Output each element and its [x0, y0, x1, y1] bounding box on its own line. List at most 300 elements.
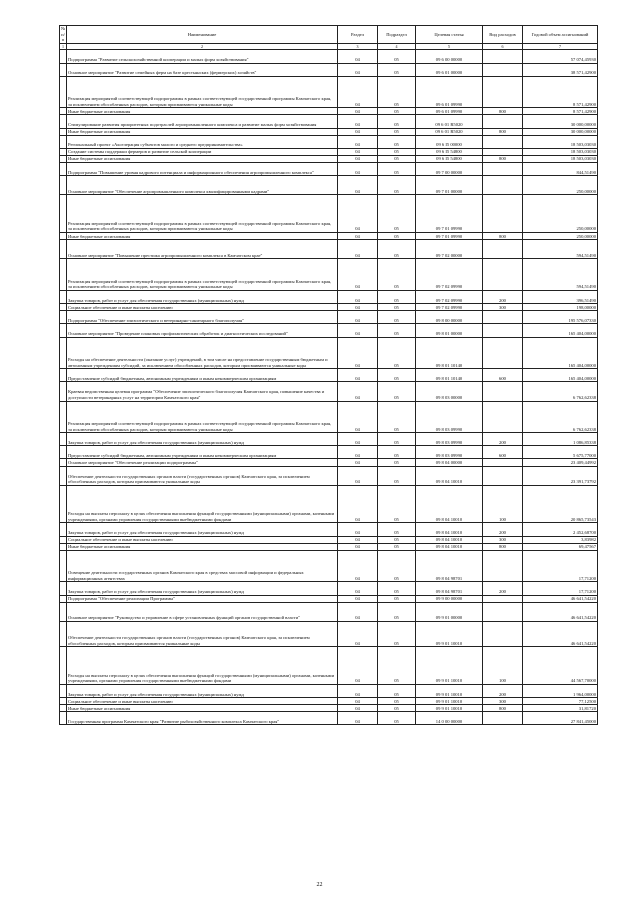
cell-expense-type: 200 — [483, 290, 523, 303]
cell-razdel: 04 — [338, 698, 378, 705]
cell-podrazdel: 05 — [378, 466, 416, 485]
cell-podrazdel: 05 — [378, 324, 416, 337]
colnum-3: 3 — [338, 43, 378, 50]
cell-podrazdel: 05 — [378, 382, 416, 401]
cell-target-article: 09 9 01 10010 — [416, 698, 483, 705]
cell-expense-type: 300 — [483, 698, 523, 705]
table-row — [60, 459, 598, 466]
table-row — [60, 382, 598, 401]
cell-podrazdel: 05 — [378, 195, 416, 233]
cell-amount: 30 000,00000 — [523, 115, 598, 128]
cell-podrazdel: 05 — [378, 712, 416, 725]
cell-razdel: 04 — [338, 712, 378, 725]
cell-name: Основное мероприятие "Руководство и управление в сфере установленных функций органов государственной власти" — [67, 602, 338, 621]
header-podrazdel: Подраздел — [378, 26, 416, 44]
cell-amount: 17,71200 — [523, 550, 598, 582]
cell-target-article: 09 8 04 10010 — [416, 466, 483, 485]
cell-num — [60, 337, 67, 369]
cell-amount: 23 409,44992 — [523, 459, 598, 466]
cell-expense-type: 800 — [483, 155, 523, 162]
cell-razdel: 04 — [338, 536, 378, 543]
table-row — [60, 108, 598, 115]
cell-amount: 2 452,68700 — [523, 523, 598, 536]
table-row — [60, 543, 598, 550]
cell-num — [60, 647, 67, 685]
table-row — [60, 705, 598, 712]
cell-target-article: 09 9 01 10010 — [416, 647, 483, 685]
table-row — [60, 290, 598, 303]
cell-num — [60, 311, 67, 324]
table-row — [60, 115, 598, 128]
cell-podrazdel: 05 — [378, 647, 416, 685]
cell-amount: 18 503,03030 — [523, 148, 598, 155]
cell-razdel: 04 — [338, 543, 378, 550]
cell-amount: 165 404,00000 — [523, 369, 598, 382]
cell-podrazdel: 05 — [378, 311, 416, 324]
cell-amount: 57 074,45930 — [523, 50, 598, 63]
cell-podrazdel: 05 — [378, 50, 416, 63]
table-row — [60, 401, 598, 433]
cell-razdel: 04 — [338, 115, 378, 128]
cell-razdel: 04 — [338, 446, 378, 459]
table-row — [60, 550, 598, 582]
cell-expense-type — [483, 550, 523, 582]
column-number-row — [60, 43, 598, 50]
cell-expense-type — [483, 259, 523, 291]
cell-name: Освещение деятельности государственных органов Камчатского края в средствах массовой информации и федеральных информационных агентствах — [67, 550, 338, 582]
cell-num — [60, 50, 67, 63]
cell-razdel: 04 — [338, 369, 378, 382]
cell-podrazdel: 05 — [378, 233, 416, 240]
cell-expense-type: 100 — [483, 485, 523, 523]
cell-podrazdel: 05 — [378, 705, 416, 712]
table-row — [60, 148, 598, 155]
cell-num — [60, 128, 67, 135]
cell-podrazdel: 05 — [378, 602, 416, 621]
cell-name: Иные бюджетные ассигнования — [67, 155, 338, 162]
cell-target-article: 09 8 00 00000 — [416, 311, 483, 324]
cell-amount: 18 503,03030 — [523, 155, 598, 162]
cell-razdel: 04 — [338, 401, 378, 433]
cell-target-article: 09 6 01 00000 — [416, 63, 483, 76]
cell-amount: 195 576,07330 — [523, 311, 598, 324]
cell-razdel: 04 — [338, 155, 378, 162]
cell-razdel: 04 — [338, 128, 378, 135]
cell-target-article: 09 9 01 00000 — [416, 602, 483, 621]
cell-amount: 6 762,62338 — [523, 401, 598, 433]
cell-amount: 165 404,00000 — [523, 337, 598, 369]
cell-target-article: 09 8 01 10140 — [416, 369, 483, 382]
table-row — [60, 485, 598, 523]
cell-razdel: 04 — [338, 76, 378, 108]
cell-num — [60, 621, 67, 646]
cell-razdel: 04 — [338, 337, 378, 369]
cell-name: Основное мероприятие "Обеспечение агропромышленного комплекса квалифицированными кадрами" — [67, 176, 338, 195]
cell-podrazdel: 05 — [378, 128, 416, 135]
table-row — [60, 324, 598, 337]
table-row — [60, 155, 598, 162]
colnum-5: 5 — [416, 43, 483, 50]
table-row — [60, 523, 598, 536]
cell-target-article: 14 0 00 00000 — [416, 712, 483, 725]
table-row — [60, 76, 598, 108]
cell-podrazdel: 05 — [378, 290, 416, 303]
cell-name: Создание системы поддержки фермеров и развитие сельской кооперации — [67, 148, 338, 155]
cell-num — [60, 433, 67, 446]
cell-amount: 31,81720 — [523, 705, 598, 712]
cell-num — [60, 684, 67, 697]
cell-expense-type: 100 — [483, 647, 523, 685]
cell-target-article: 09 8 04 10010 — [416, 543, 483, 550]
cell-num — [60, 705, 67, 712]
cell-name: Реализация мероприятий соответствующей подпрограммы в рамках соответствующей государственной программы Камчатского края, за исключением обособленных расходов, которым присваиваются уникальные коды — [67, 76, 338, 108]
cell-expense-type — [483, 115, 523, 128]
cell-target-article: 09 9 00 00000 — [416, 595, 483, 602]
cell-num — [60, 595, 67, 602]
cell-amount: 250,00000 — [523, 195, 598, 233]
colnum-7: 7 — [523, 43, 598, 50]
cell-num — [60, 536, 67, 543]
table-row — [60, 647, 598, 685]
cell-target-article: 09 7 01 09990 — [416, 195, 483, 233]
cell-podrazdel: 05 — [378, 698, 416, 705]
cell-target-article: 09 8 04 10010 — [416, 485, 483, 523]
cell-target-article: 09 7 02 09990 — [416, 304, 483, 311]
table-row — [60, 63, 598, 76]
table-body — [60, 50, 598, 725]
cell-expense-type: 200 — [483, 582, 523, 595]
cell-num — [60, 550, 67, 582]
cell-target-article: 09 6 I5 54800 — [416, 155, 483, 162]
cell-expense-type — [483, 135, 523, 148]
cell-razdel: 04 — [338, 176, 378, 195]
header-name: Наименование — [67, 26, 338, 44]
cell-amount: 165 404,00000 — [523, 324, 598, 337]
table-row — [60, 602, 598, 621]
cell-target-article: 09 7 00 00000 — [416, 163, 483, 176]
cell-podrazdel: 05 — [378, 485, 416, 523]
cell-name: Подпрограмма "Обеспечение реализации Программы" — [67, 595, 338, 602]
cell-target-article: 09 8 04 00000 — [416, 459, 483, 466]
cell-expense-type — [483, 76, 523, 108]
cell-name: Социальное обеспечение и иные выплаты населению — [67, 536, 338, 543]
cell-razdel: 04 — [338, 148, 378, 155]
cell-razdel: 04 — [338, 290, 378, 303]
cell-target-article: 09 8 03 09990 — [416, 433, 483, 446]
cell-num — [60, 76, 67, 108]
cell-target-article: 09 8 04 10010 — [416, 536, 483, 543]
cell-num — [60, 401, 67, 433]
cell-podrazdel: 05 — [378, 543, 416, 550]
cell-amount: 20 865,73543 — [523, 485, 598, 523]
cell-name: Закупка товаров, работ и услуг для обеспечения государственных (муниципальных) нужд — [67, 290, 338, 303]
cell-expense-type — [483, 311, 523, 324]
table-row — [60, 446, 598, 459]
cell-expense-type — [483, 459, 523, 466]
cell-razdel: 04 — [338, 433, 378, 446]
cell-razdel: 04 — [338, 135, 378, 148]
budget-table-page — [59, 25, 597, 725]
cell-razdel: 04 — [338, 705, 378, 712]
cell-amount: 23 391,73792 — [523, 466, 598, 485]
cell-razdel: 04 — [338, 647, 378, 685]
table-row — [60, 712, 598, 725]
cell-num — [60, 195, 67, 233]
cell-podrazdel: 05 — [378, 63, 416, 76]
cell-name: Закупка товаров, работ и услуг для обеспечения государственных (муниципальных) нужд — [67, 684, 338, 697]
cell-podrazdel: 05 — [378, 550, 416, 582]
cell-name: Предоставление субсидий бюджетным, автономным учреждениям и иным некоммерческим организациям — [67, 446, 338, 459]
cell-num — [60, 712, 67, 725]
cell-name: Основное мероприятие "Проведение плановых профилактических обработок и диагностических исследований" — [67, 324, 338, 337]
cell-podrazdel: 05 — [378, 595, 416, 602]
cell-target-article: 09 6 I5 00000 — [416, 135, 483, 148]
cell-num — [60, 63, 67, 76]
cell-amount: 594,51490 — [523, 240, 598, 259]
cell-razdel: 04 — [338, 582, 378, 595]
table-row — [60, 466, 598, 485]
colnum-1: 1 — [60, 43, 67, 50]
cell-num — [60, 115, 67, 128]
cell-expense-type — [483, 324, 523, 337]
cell-name: Основное мероприятие "Обеспечение реализации подпрограммы" — [67, 459, 338, 466]
cell-target-article: 09 8 03 00000 — [416, 382, 483, 401]
cell-razdel: 04 — [338, 466, 378, 485]
cell-amount: 594,51490 — [523, 259, 598, 291]
cell-amount: 46 641,54220 — [523, 621, 598, 646]
cell-name: Закупка товаров, работ и услуг для обеспечения государственных (муниципальных) нужд — [67, 433, 338, 446]
cell-name: Иные бюджетные ассигнования — [67, 233, 338, 240]
cell-target-article: 09 9 01 10010 — [416, 684, 483, 697]
cell-num — [60, 240, 67, 259]
cell-expense-type — [483, 163, 523, 176]
cell-expense-type: 200 — [483, 684, 523, 697]
cell-razdel: 04 — [338, 195, 378, 233]
cell-razdel: 04 — [338, 324, 378, 337]
table-row — [60, 369, 598, 382]
cell-num — [60, 148, 67, 155]
table-row — [60, 50, 598, 63]
cell-razdel: 04 — [338, 485, 378, 523]
cell-name: Подпрограмма "Повышение уровня кадрового потенциала и информационного обеспечения агропромышленного комплекса" — [67, 163, 338, 176]
cell-razdel: 04 — [338, 621, 378, 646]
table-row — [60, 337, 598, 369]
table-row — [60, 536, 598, 543]
cell-podrazdel: 05 — [378, 163, 416, 176]
cell-amount: 1 086,85338 — [523, 433, 598, 446]
cell-podrazdel: 05 — [378, 115, 416, 128]
cell-expense-type — [483, 195, 523, 233]
cell-num — [60, 304, 67, 311]
cell-razdel: 04 — [338, 459, 378, 466]
cell-razdel: 04 — [338, 63, 378, 76]
cell-name: Иные бюджетные ассигнования — [67, 543, 338, 550]
cell-expense-type — [483, 602, 523, 621]
cell-podrazdel: 05 — [378, 582, 416, 595]
cell-name: Социальное обеспечение и иные выплаты населению — [67, 304, 338, 311]
cell-num — [60, 485, 67, 523]
cell-amount: 30 000,00000 — [523, 128, 598, 135]
cell-name: Основное мероприятие "Повышение престижа агропромышленного комплекса в Камчатском крае" — [67, 240, 338, 259]
table-row — [60, 233, 598, 240]
cell-podrazdel: 05 — [378, 433, 416, 446]
cell-name: Иные бюджетные ассигнования — [67, 108, 338, 115]
cell-podrazdel: 05 — [378, 259, 416, 291]
cell-amount: 198,00000 — [523, 304, 598, 311]
cell-amount: 44 567,70000 — [523, 647, 598, 685]
cell-expense-type — [483, 240, 523, 259]
cell-name: Расходы на выплаты персоналу в целях обеспечения выполнения функций государственными (муниципальными) органами, казенными учреждениями, органами управления государственными внебюджетными фондами — [67, 647, 338, 685]
cell-num — [60, 459, 67, 466]
cell-expense-type — [483, 382, 523, 401]
cell-expense-type — [483, 712, 523, 725]
cell-name: Социальное обеспечение и иные выплаты населению — [67, 698, 338, 705]
cell-amount: 5 675,77000 — [523, 446, 598, 459]
cell-expense-type: 600 — [483, 369, 523, 382]
cell-amount: 3,83982 — [523, 536, 598, 543]
colnum-2: 2 — [67, 43, 338, 50]
cell-amount: 250,00000 — [523, 233, 598, 240]
cell-name: Закупка товаров, работ и услуг для обеспечения государственных (муниципальных) нужд — [67, 523, 338, 536]
cell-expense-type: 300 — [483, 536, 523, 543]
cell-razdel: 04 — [338, 550, 378, 582]
cell-name: Региональный проект «Акселерация субъектов малого и среднего предпринимательства» — [67, 135, 338, 148]
cell-target-article: 09 8 04 98701 — [416, 582, 483, 595]
cell-expense-type: 800 — [483, 543, 523, 550]
cell-expense-type: 200 — [483, 433, 523, 446]
table-row — [60, 128, 598, 135]
cell-expense-type — [483, 63, 523, 76]
cell-num — [60, 698, 67, 705]
cell-podrazdel: 05 — [378, 155, 416, 162]
table-row — [60, 582, 598, 595]
cell-name: Реализация мероприятий соответствующей подпрограммы в рамках соответствующей государственной программы Камчатского края, за исключением обособленных расходов, которым присваиваются уникальные коды — [67, 259, 338, 291]
colnum-6: 6 — [483, 43, 523, 50]
cell-expense-type — [483, 466, 523, 485]
table-row — [60, 595, 598, 602]
cell-expense-type: 600 — [483, 446, 523, 459]
cell-target-article: 09 8 01 10140 — [416, 337, 483, 369]
cell-target-article: 09 6 01 R5020 — [416, 115, 483, 128]
cell-razdel: 04 — [338, 240, 378, 259]
cell-name: Подпрограмма "Обеспечение эпизоотического и ветеринарно-санитарного благополучия" — [67, 311, 338, 324]
table-row — [60, 135, 598, 148]
table-row — [60, 304, 598, 311]
cell-name: Расходы на обеспечение деятельности (оказание услуг) учреждений, в том числе на предоставление государственным бюджетным и автономным учреждениям субсидий, за исключением обособленных расходов, которым присваиваются уникальные коды — [67, 337, 338, 369]
cell-expense-type: 300 — [483, 304, 523, 311]
cell-razdel: 04 — [338, 108, 378, 115]
table-row — [60, 621, 598, 646]
cell-amount: 77,12500 — [523, 698, 598, 705]
cell-name: Закупка товаров, работ и услуг для обеспечения государственных (муниципальных) нужд — [67, 582, 338, 595]
cell-amount: 6 762,62338 — [523, 382, 598, 401]
cell-target-article: 09 6 I5 54800 — [416, 148, 483, 155]
cell-num — [60, 369, 67, 382]
cell-podrazdel: 05 — [378, 108, 416, 115]
cell-num — [60, 324, 67, 337]
cell-podrazdel: 05 — [378, 240, 416, 259]
cell-podrazdel: 05 — [378, 369, 416, 382]
cell-target-article: 09 7 01 00000 — [416, 176, 483, 195]
cell-podrazdel: 05 — [378, 401, 416, 433]
cell-podrazdel: 05 — [378, 304, 416, 311]
table-row — [60, 311, 598, 324]
cell-podrazdel: 05 — [378, 135, 416, 148]
cell-name: Расходы на выплаты персоналу в целях обеспечения выполнения функций государственными (муниципальными) органами, казенными учреждениями, органами управления государственными внебюджетными фондами — [67, 485, 338, 523]
cell-amount: 844,51490 — [523, 163, 598, 176]
cell-target-article: 09 6 01 09990 — [416, 76, 483, 108]
table-row — [60, 698, 598, 705]
cell-podrazdel: 05 — [378, 536, 416, 543]
cell-razdel: 04 — [338, 50, 378, 63]
colnum-4: 4 — [378, 43, 416, 50]
cell-num — [60, 382, 67, 401]
cell-target-article: 09 7 02 09990 — [416, 290, 483, 303]
cell-name: Обеспечение деятельности государственных органов власти (государственных органов) Камчатского края, за исключением обособленных расходов, которым присваиваются уникальные коды — [67, 621, 338, 646]
cell-razdel: 04 — [338, 523, 378, 536]
cell-num — [60, 290, 67, 303]
header-amount: Годовой объем ассигнований — [523, 26, 598, 44]
cell-name: Реализация мероприятий соответствующей подпрограммы в рамках соответствующей государственной программы Камчатского края, за исключением обособленных расходов, которым присваиваются уникальные коды — [67, 195, 338, 233]
cell-expense-type — [483, 176, 523, 195]
cell-amount: 46 641,54220 — [523, 595, 598, 602]
cell-expense-type — [483, 621, 523, 646]
table-row — [60, 195, 598, 233]
cell-target-article: 09 7 01 09990 — [416, 233, 483, 240]
cell-razdel: 04 — [338, 259, 378, 291]
cell-razdel: 04 — [338, 595, 378, 602]
cell-target-article: 09 9 01 10010 — [416, 705, 483, 712]
cell-num — [60, 523, 67, 536]
cell-num — [60, 259, 67, 291]
cell-num — [60, 446, 67, 459]
cell-name: Реализация мероприятий соответствующей подпрограммы в рамках соответствующей государственной программы Камчатского края, за исключением обособленных расходов, которым присваиваются уникальные коды — [67, 401, 338, 433]
cell-num — [60, 233, 67, 240]
cell-razdel: 04 — [338, 311, 378, 324]
cell-target-article: 09 8 01 00000 — [416, 324, 483, 337]
cell-razdel: 04 — [338, 233, 378, 240]
cell-amount: 38 571,42900 — [523, 63, 598, 76]
cell-razdel: 04 — [338, 382, 378, 401]
cell-num — [60, 155, 67, 162]
header-num: № п/п — [61, 26, 66, 43]
cell-razdel: 04 — [338, 163, 378, 176]
cell-target-article: 09 6 00 00000 — [416, 50, 483, 63]
cell-expense-type: 800 — [483, 705, 523, 712]
cell-podrazdel: 05 — [378, 523, 416, 536]
cell-expense-type: 800 — [483, 128, 523, 135]
cell-expense-type — [483, 595, 523, 602]
header-target: Целевая статья — [416, 26, 483, 44]
cell-num — [60, 466, 67, 485]
cell-expense-type — [483, 337, 523, 369]
cell-num — [60, 163, 67, 176]
cell-name: Государственная программа Камчатского края "Развитие рыбохозяйственного комплекса Камчатского края" — [67, 712, 338, 725]
cell-name: Иные бюджетные ассигнования — [67, 128, 338, 135]
cell-num — [60, 582, 67, 595]
cell-name: Основное мероприятие "Развитие семейных ферм на базе крестьянских (фермерских) хозяйств" — [67, 63, 338, 76]
cell-amount: 1 964,00000 — [523, 684, 598, 697]
cell-amount: 17,71200 — [523, 582, 598, 595]
cell-num — [60, 108, 67, 115]
header-vid: Вид расходов — [483, 26, 523, 44]
cell-expense-type: 800 — [483, 233, 523, 240]
cell-target-article: 09 8 03 09990 — [416, 401, 483, 433]
cell-name: Стимулирование развития приоритетных подотраслей агропромышленного комплекса и развитие малых форм хозяйствования — [67, 115, 338, 128]
cell-amount: 27 841,45000 — [523, 712, 598, 725]
cell-podrazdel: 05 — [378, 148, 416, 155]
cell-target-article: 09 8 04 98701 — [416, 550, 483, 582]
